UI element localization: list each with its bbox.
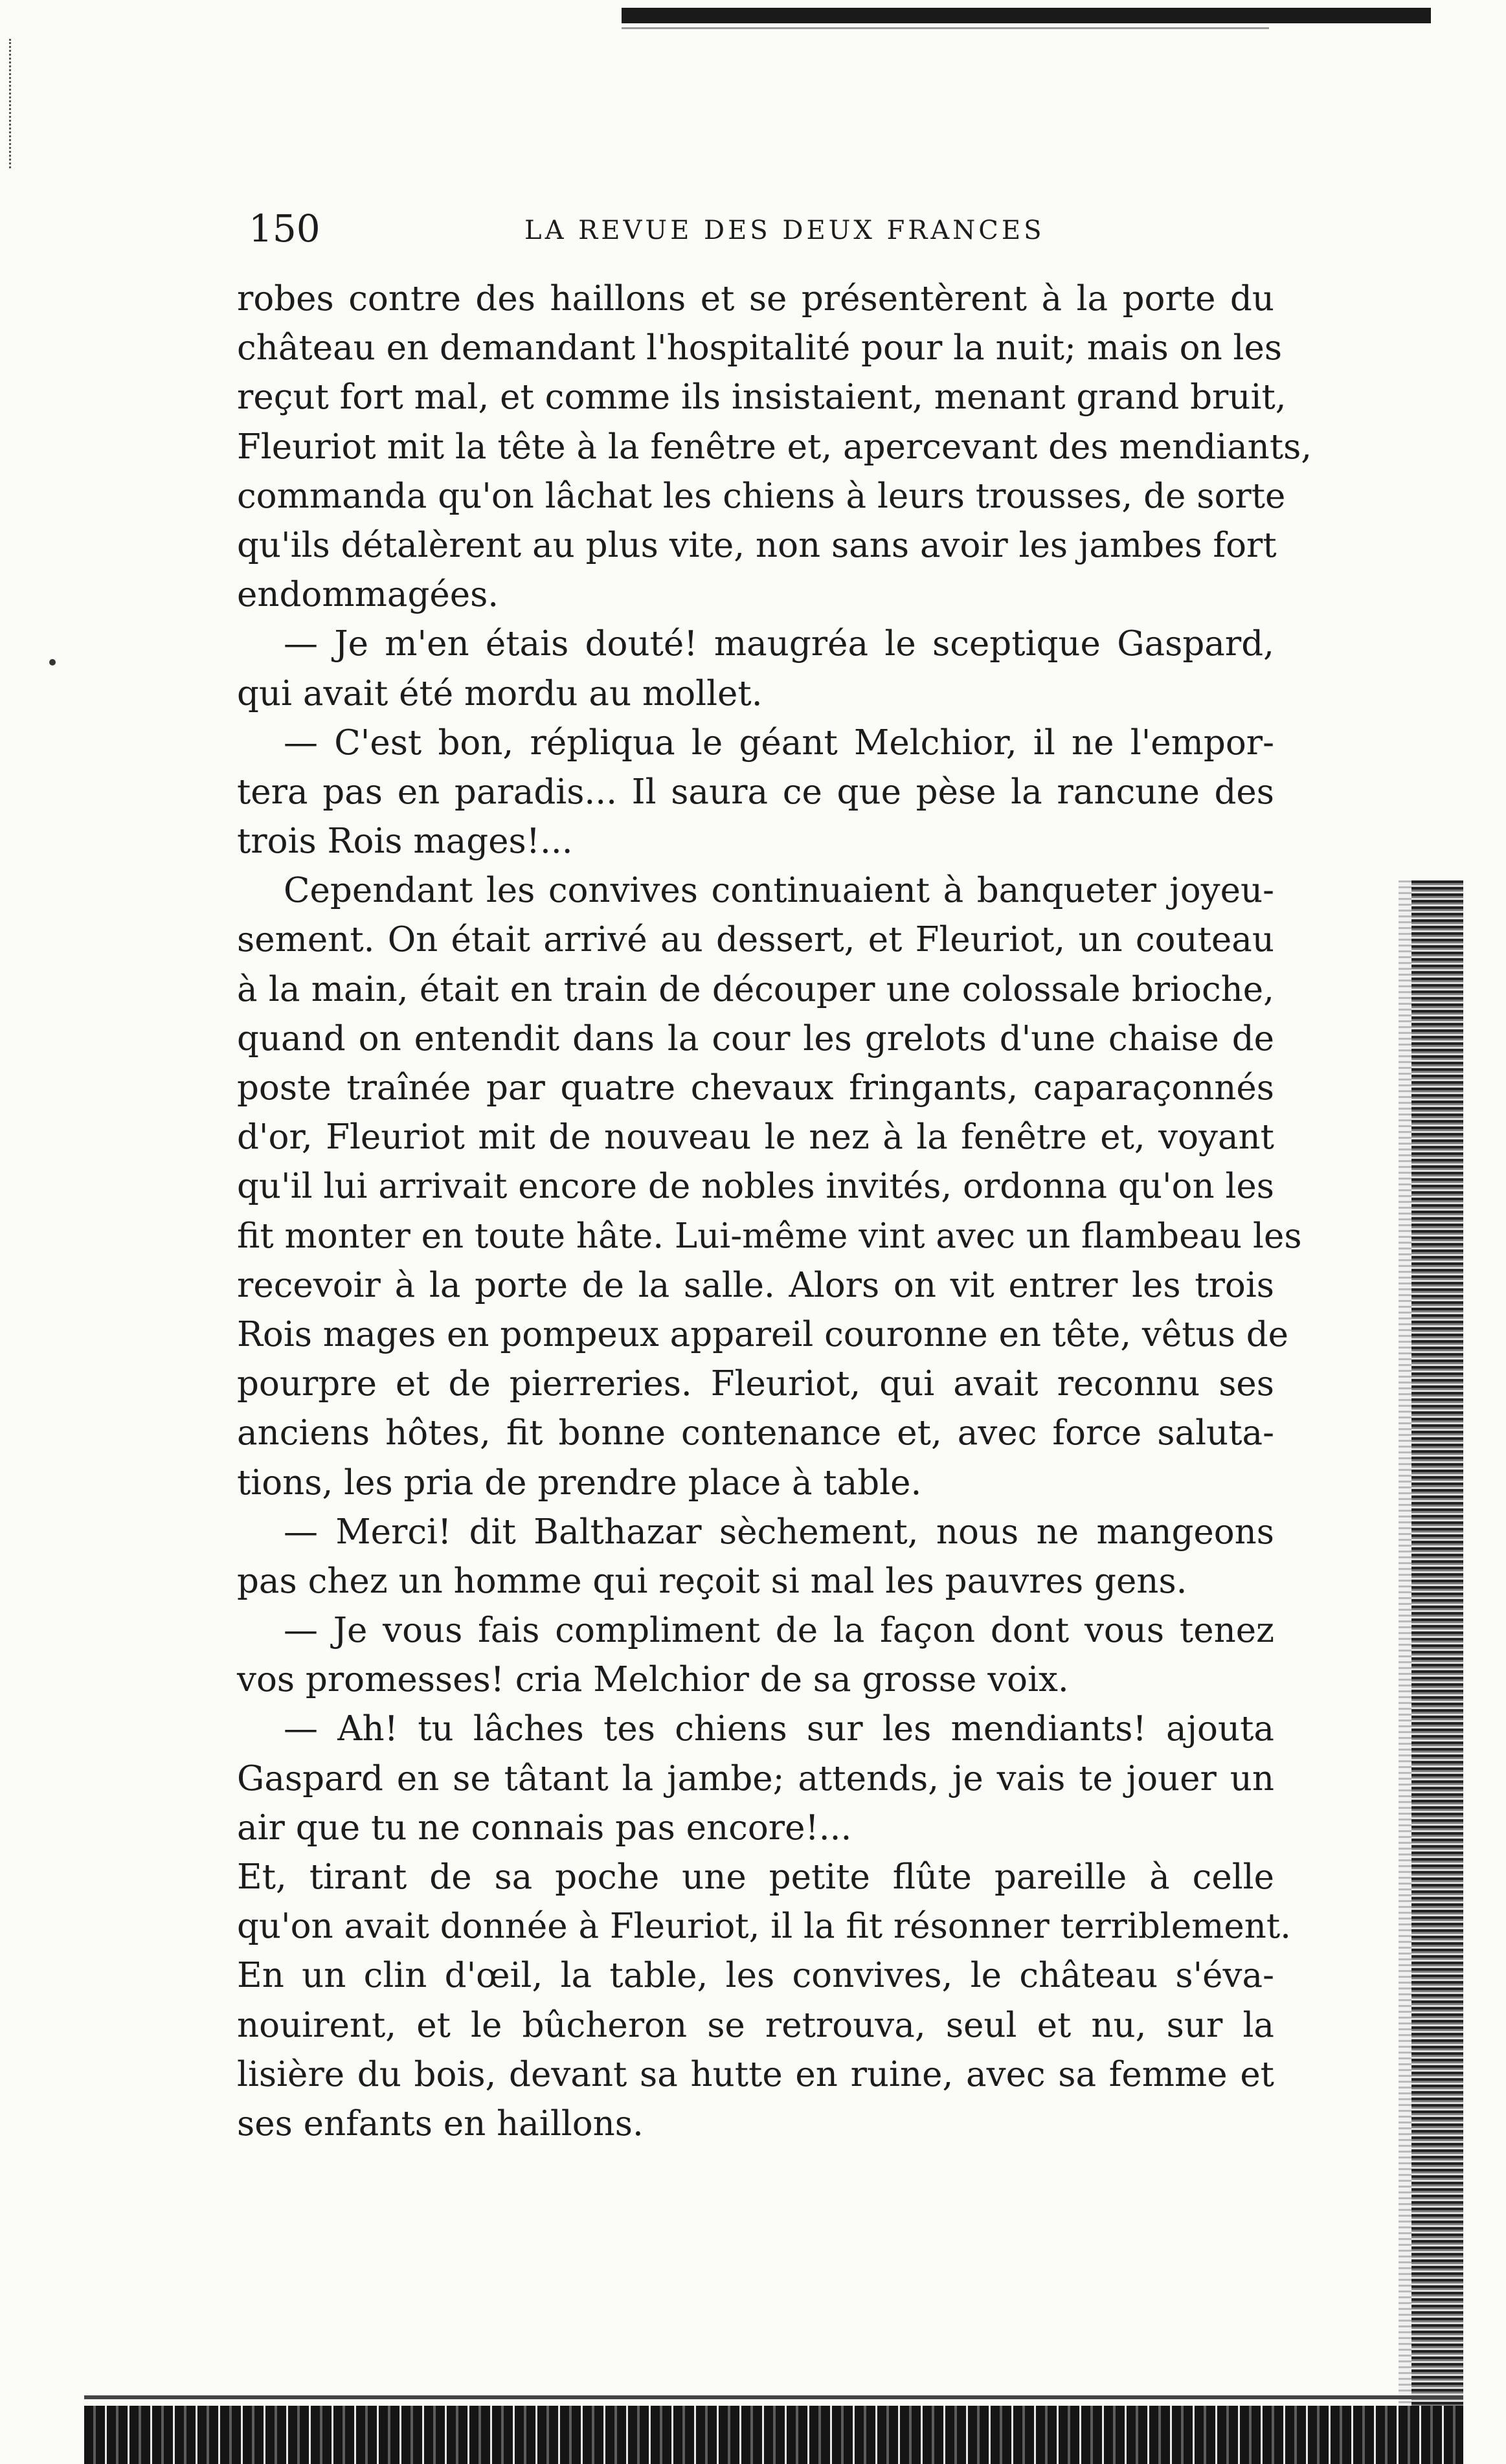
text-line: qui avait été mordu au mollet. bbox=[237, 673, 763, 713]
text-line: Rois mages en pompeux appareil couronne en tête, vêtus de bbox=[237, 1314, 1289, 1354]
text-line: Fleuriot mit la tête à la fenêtre et, apercevant des mendiants, bbox=[237, 427, 1312, 467]
text-line: Cependant les convives continuaient à banqueter joyeu- bbox=[284, 871, 1274, 911]
text-line: sement. On était arrivé au dessert, et Fleuriot, un couteau bbox=[237, 920, 1274, 960]
text-line: En un clin d'œil, la table, les convives, le château s'éva- bbox=[237, 1956, 1274, 1996]
text-line: poste traînée par quatre chevaux fringants, caparaçonnés bbox=[237, 1068, 1274, 1108]
text-line: — Ah! tu lâches tes chiens sur les mendiants! ajouta bbox=[284, 1709, 1274, 1749]
text-line: tera pas en paradis... Il saura ce que pèse la rancune des bbox=[237, 772, 1274, 812]
text-line: ses enfants en haillons. bbox=[237, 2103, 644, 2144]
text-line: tions, les pria de prendre place à table. bbox=[237, 1462, 922, 1503]
text-line: château en demandant l'hospitalité pour la nuit; mais on les bbox=[237, 328, 1283, 368]
text-line: qu'on avait donnée à Fleuriot, il la fit résonner terriblement. bbox=[237, 1907, 1291, 1947]
text-line: recevoir à la porte de la salle. Alors on vit entrer les trois bbox=[237, 1265, 1274, 1305]
text-line: pourpre et de pierreries. Fleuriot, qui avait reconnu ses bbox=[237, 1364, 1274, 1404]
top-scan-rule bbox=[622, 8, 1431, 23]
text-line: d'or, Fleuriot mit de nouveau le nez à la fenêtre et, voyant bbox=[237, 1117, 1274, 1158]
bottom-scan-rule bbox=[84, 2395, 1463, 2399]
text-line: commanda qu'on lâchat les chiens à leurs trousses, de sorte bbox=[237, 476, 1286, 516]
running-head bbox=[249, 206, 1285, 251]
page-number: 150 bbox=[249, 207, 320, 251]
text-line: trois Rois mages!... bbox=[237, 822, 573, 862]
text-line: — Je vous fais compliment de la façon dont vous tenez bbox=[284, 1611, 1274, 1651]
text-line: lisière du bois, devant sa hutte en ruine, avec sa femme et bbox=[237, 2054, 1274, 2094]
text-line: air que tu ne connais pas encore!... bbox=[237, 1808, 852, 1848]
text-line: anciens hôtes, fit bonne contenance et, avec force saluta- bbox=[237, 1413, 1274, 1453]
journal-title: LA REVUE DES DEUX FRANCES bbox=[524, 216, 1045, 245]
text-line: qu'il lui arrivait encore de nobles invités, ordonna qu'on les bbox=[237, 1167, 1274, 1207]
text-line: pas chez un homme qui reçoit si mal les pauvres gens. bbox=[237, 1561, 1187, 1601]
text-line: robes contre des haillons et se présentèrent à la porte du bbox=[237, 279, 1274, 319]
text-line: — Je m'en étais douté! maugréa le sceptique Gaspard, bbox=[284, 624, 1274, 664]
text-line: — C'est bon, répliqua le géant Melchior, il ne l'empor- bbox=[284, 722, 1274, 763]
text-line: — Merci! dit Balthazar sèchement, nous ne mangeons bbox=[284, 1512, 1274, 1552]
text-line: Gaspard en se tâtant la jambe; attends, je vais te jouer un bbox=[237, 1758, 1274, 1798]
text-line: fit monter en toute hâte. Lui-même vint avec un flambeau les bbox=[237, 1216, 1302, 1256]
text-line: quand on entendit dans la cour les grelots d'une chaise de bbox=[237, 1018, 1274, 1058]
text-line: Et, tirant de sa poche une petite flûte pareille à celle bbox=[237, 1857, 1274, 1897]
body-text bbox=[237, 274, 1312, 2149]
text-line: vos promesses! cria Melchior de sa grosse voix. bbox=[237, 1660, 1069, 1700]
text-line: endommagées. bbox=[237, 575, 499, 615]
text-line: à la main, était en train de découper une colossale brioche, bbox=[237, 969, 1274, 1009]
bottom-scan-band bbox=[84, 2406, 1463, 2464]
top-scan-rule-thin bbox=[622, 27, 1269, 29]
left-scan-marks bbox=[9, 39, 15, 168]
text-line: nouirent, et le bûcheron se retrouva, seul et nu, sur la bbox=[237, 2005, 1274, 2045]
text-line: qu'ils détalèrent au plus vite, non sans avoir les jambes fort bbox=[237, 525, 1277, 565]
right-scan-edge-fade bbox=[1399, 880, 1411, 2447]
stray-ink-dot bbox=[49, 659, 56, 666]
text-line: reçut fort mal, et comme ils insistaient, menant grand bruit, bbox=[237, 377, 1287, 418]
right-scan-edge bbox=[1411, 880, 1463, 2447]
